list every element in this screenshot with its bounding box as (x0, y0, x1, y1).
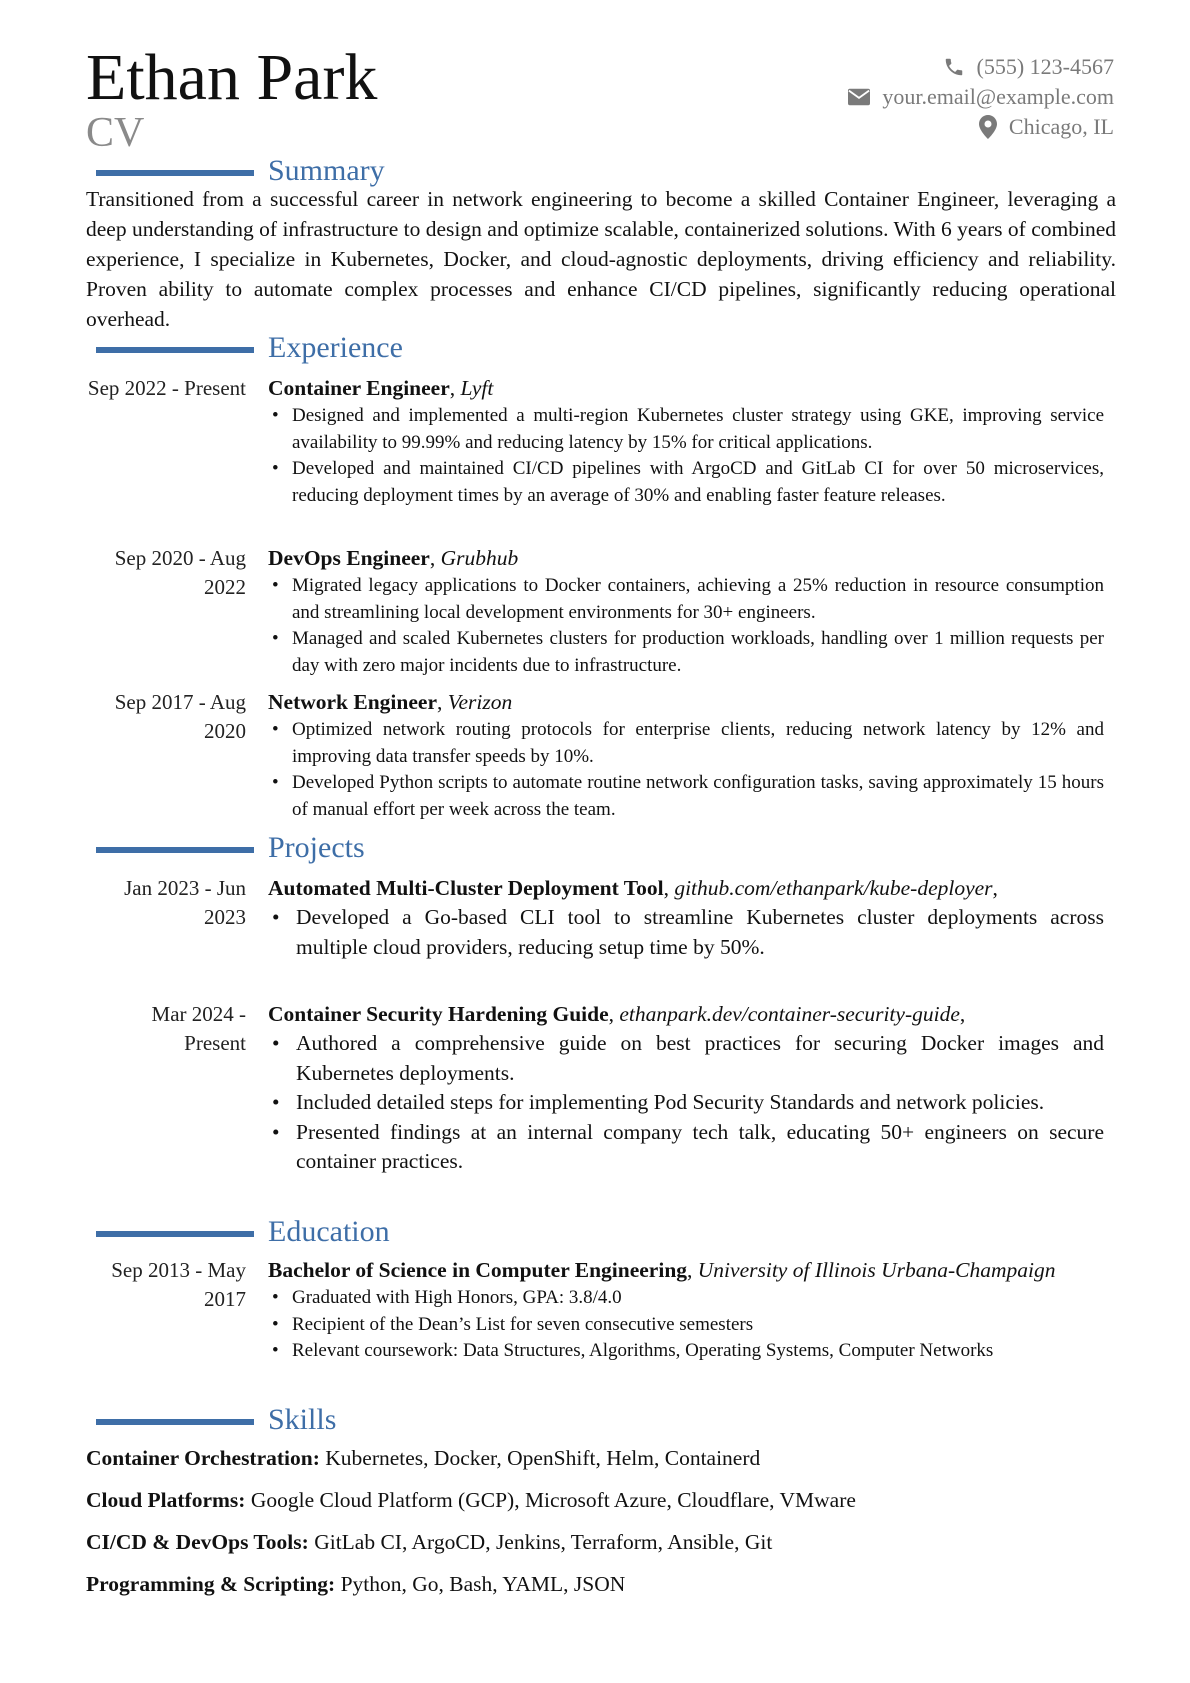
section-title: Education (268, 1215, 390, 1248)
skill-values: GitLab CI, ArgoCD, Jenkins, Terraform, Ansible, Git (314, 1530, 773, 1554)
entry-date: Sep 2013 - May 2017 (111, 1258, 246, 1311)
skill-values: Google Cloud Platform (GCP), Microsoft Azure, Cloudflare, VMware (250, 1488, 856, 1512)
bullet-list (268, 717, 1104, 823)
bullet-list (268, 403, 1104, 509)
skill-row (86, 1569, 1116, 1599)
contact-block (848, 52, 1114, 142)
section-header-summary (86, 154, 1116, 188)
list-item: • Developed Python scripts to automate routine network configuration tasks, saving approximately 15 hours of manual effort per week across the team. (268, 770, 1104, 823)
entry-date: Jan 2023 - Jun 2023 (124, 876, 246, 929)
list-item: • Optimized network routing protocols for enterprise clients, reducing network latency by 12% and improving data transfer speeds by 10%. (268, 717, 1104, 770)
entry-title: DevOps Engineer, Grubhub (268, 546, 519, 570)
section-header-skills (86, 1403, 1116, 1437)
contact-location (848, 112, 1114, 142)
document-subtitle: CV (86, 110, 145, 156)
section-accent-bar (96, 170, 254, 176)
bullet-list (268, 573, 1104, 679)
company-name: Lyft (460, 376, 494, 400)
section-header-projects (86, 831, 1116, 865)
school-name: University of Illinois Urbana-Champaign (697, 1258, 1056, 1282)
skill-category: CI/CD & DevOps Tools: (86, 1530, 309, 1554)
section-title: Skills (268, 1403, 337, 1436)
section-header-experience (86, 331, 1116, 365)
contact-email (848, 82, 1114, 112)
list-item: • Relevant coursework: Data Structures, Algorithms, Operating Systems, Computer Networks (268, 1338, 1104, 1365)
list-item: • Recipient of the Dean’s List for seven consecutive semesters (268, 1312, 1104, 1339)
skill-category: Programming & Scripting: (86, 1572, 336, 1596)
list-item: • Migrated legacy applications to Docker containers, achieving a 25% reduction in resource consumption and streamlining local development environments for 30+ engineers. (268, 573, 1104, 626)
skill-category: Container Orchestration: (86, 1446, 320, 1470)
list-item: • Graduated with High Honors, GPA: 3.8/4.0 (268, 1285, 1104, 1312)
list-item: • Designed and implemented a multi-region Kubernetes cluster strategy using GKE, improving service availability to 99.99% and reducing latency by 15% for critical applications. (268, 403, 1104, 456)
job-title: DevOps Engineer (268, 546, 430, 570)
bullet-list (268, 1029, 1104, 1177)
job-title: Container Engineer (268, 376, 450, 400)
list-item: • Developed a Go-based CLI tool to streamline Kubernetes cluster deployments across multiple cloud providers, reducing setup time by 50%. (268, 903, 1104, 962)
job-title: Network Engineer (268, 690, 437, 714)
skill-row (86, 1443, 1116, 1473)
contact-phone (848, 52, 1114, 82)
map-pin-icon (979, 115, 997, 139)
section-title: Projects (268, 831, 365, 864)
candidate-name: Ethan Park (86, 41, 378, 114)
company-name: Grubhub (440, 546, 519, 570)
section-accent-bar (96, 347, 254, 353)
email-link[interactable]: your.email@example.com (882, 84, 1114, 109)
location-text: Chicago, IL (1008, 114, 1114, 139)
entry-title: Container Security Hardening Guide, ethanpark.dev/container-security-guide, (268, 1002, 966, 1026)
project-name: Container Security Hardening Guide (268, 1002, 609, 1026)
skill-values: Kubernetes, Docker, OpenShift, Helm, Containerd (325, 1446, 761, 1470)
list-item: • Managed and scaled Kubernetes clusters for production workloads, handling over 1 million requests per day with zero major incidents due to infrastructure. (268, 626, 1104, 679)
section-accent-bar (96, 1231, 254, 1237)
entry-title: Bachelor of Science in Computer Engineering, University of Illinois Urbana-Champaign (268, 1258, 1056, 1282)
skill-category: Cloud Platforms: (86, 1488, 246, 1512)
project-link[interactable]: github.com/ethanpark/kube-deployer (674, 876, 993, 900)
entry-date: Sep 2022 - Present (87, 376, 246, 400)
entry-date: Mar 2024 - Present (151, 1002, 246, 1055)
section-header-education (86, 1215, 1116, 1249)
project-link[interactable]: ethanpark.dev/container-security-guide (619, 1002, 960, 1026)
skill-values: Python, Go, Bash, YAML, JSON (340, 1572, 626, 1596)
skill-row (86, 1485, 1116, 1515)
list-item: • Developed and maintained CI/CD pipelines with ArgoCD and GitLab CI for over 50 microservices, reducing deployment times by an average of 30% and enabling faster feature releases. (268, 456, 1104, 509)
phone-number: (555) 123-4567 (976, 54, 1114, 79)
skill-row (86, 1527, 1116, 1557)
entry-title: Container Engineer, Lyft (268, 376, 494, 400)
list-item: • Authored a comprehensive guide on best practices for securing Docker images and Kubernetes deployments. (268, 1029, 1104, 1088)
bullet-list (268, 903, 1104, 962)
project-name: Automated Multi-Cluster Deployment Tool (268, 876, 664, 900)
envelope-icon (848, 88, 870, 106)
list-item: • Included detailed steps for implementing Pod Security Standards and network policies. (268, 1088, 1104, 1118)
list-item: • Presented findings at an internal company tech talk, educating 50+ engineers on secure container practices. (268, 1118, 1104, 1177)
entry-title: Network Engineer, Verizon (268, 690, 513, 714)
section-title: Summary (268, 154, 385, 187)
bullet-list (268, 1285, 1104, 1365)
section-accent-bar (96, 847, 254, 853)
summary-text: Transitioned from a successful career in network engineering to become a skilled Container Engineer, leveraging a deep understanding of infrastructure to design and optimize scalable, containerized solutions. With 6 years of combined experience, I specialize in Kubernetes, Docker, and cloud-agnostic deployments, driving efficiency and reliability. Proven ability to automate complex processes and enhance CI/CD pipelines, significantly reducing operational overhead. (86, 187, 1116, 331)
section-title: Experience (268, 331, 403, 364)
section-accent-bar (96, 1419, 254, 1425)
company-name: Verizon (447, 690, 513, 714)
entry-date: Sep 2017 - Aug 2020 (114, 690, 246, 743)
phone-icon (943, 56, 965, 78)
entry-title: Automated Multi-Cluster Deployment Tool, github.com/ethanpark/kube-deployer, (268, 876, 998, 900)
degree-name: Bachelor of Science in Computer Engineering (268, 1258, 688, 1282)
entry-date: Sep 2020 - Aug 2022 (114, 546, 246, 599)
